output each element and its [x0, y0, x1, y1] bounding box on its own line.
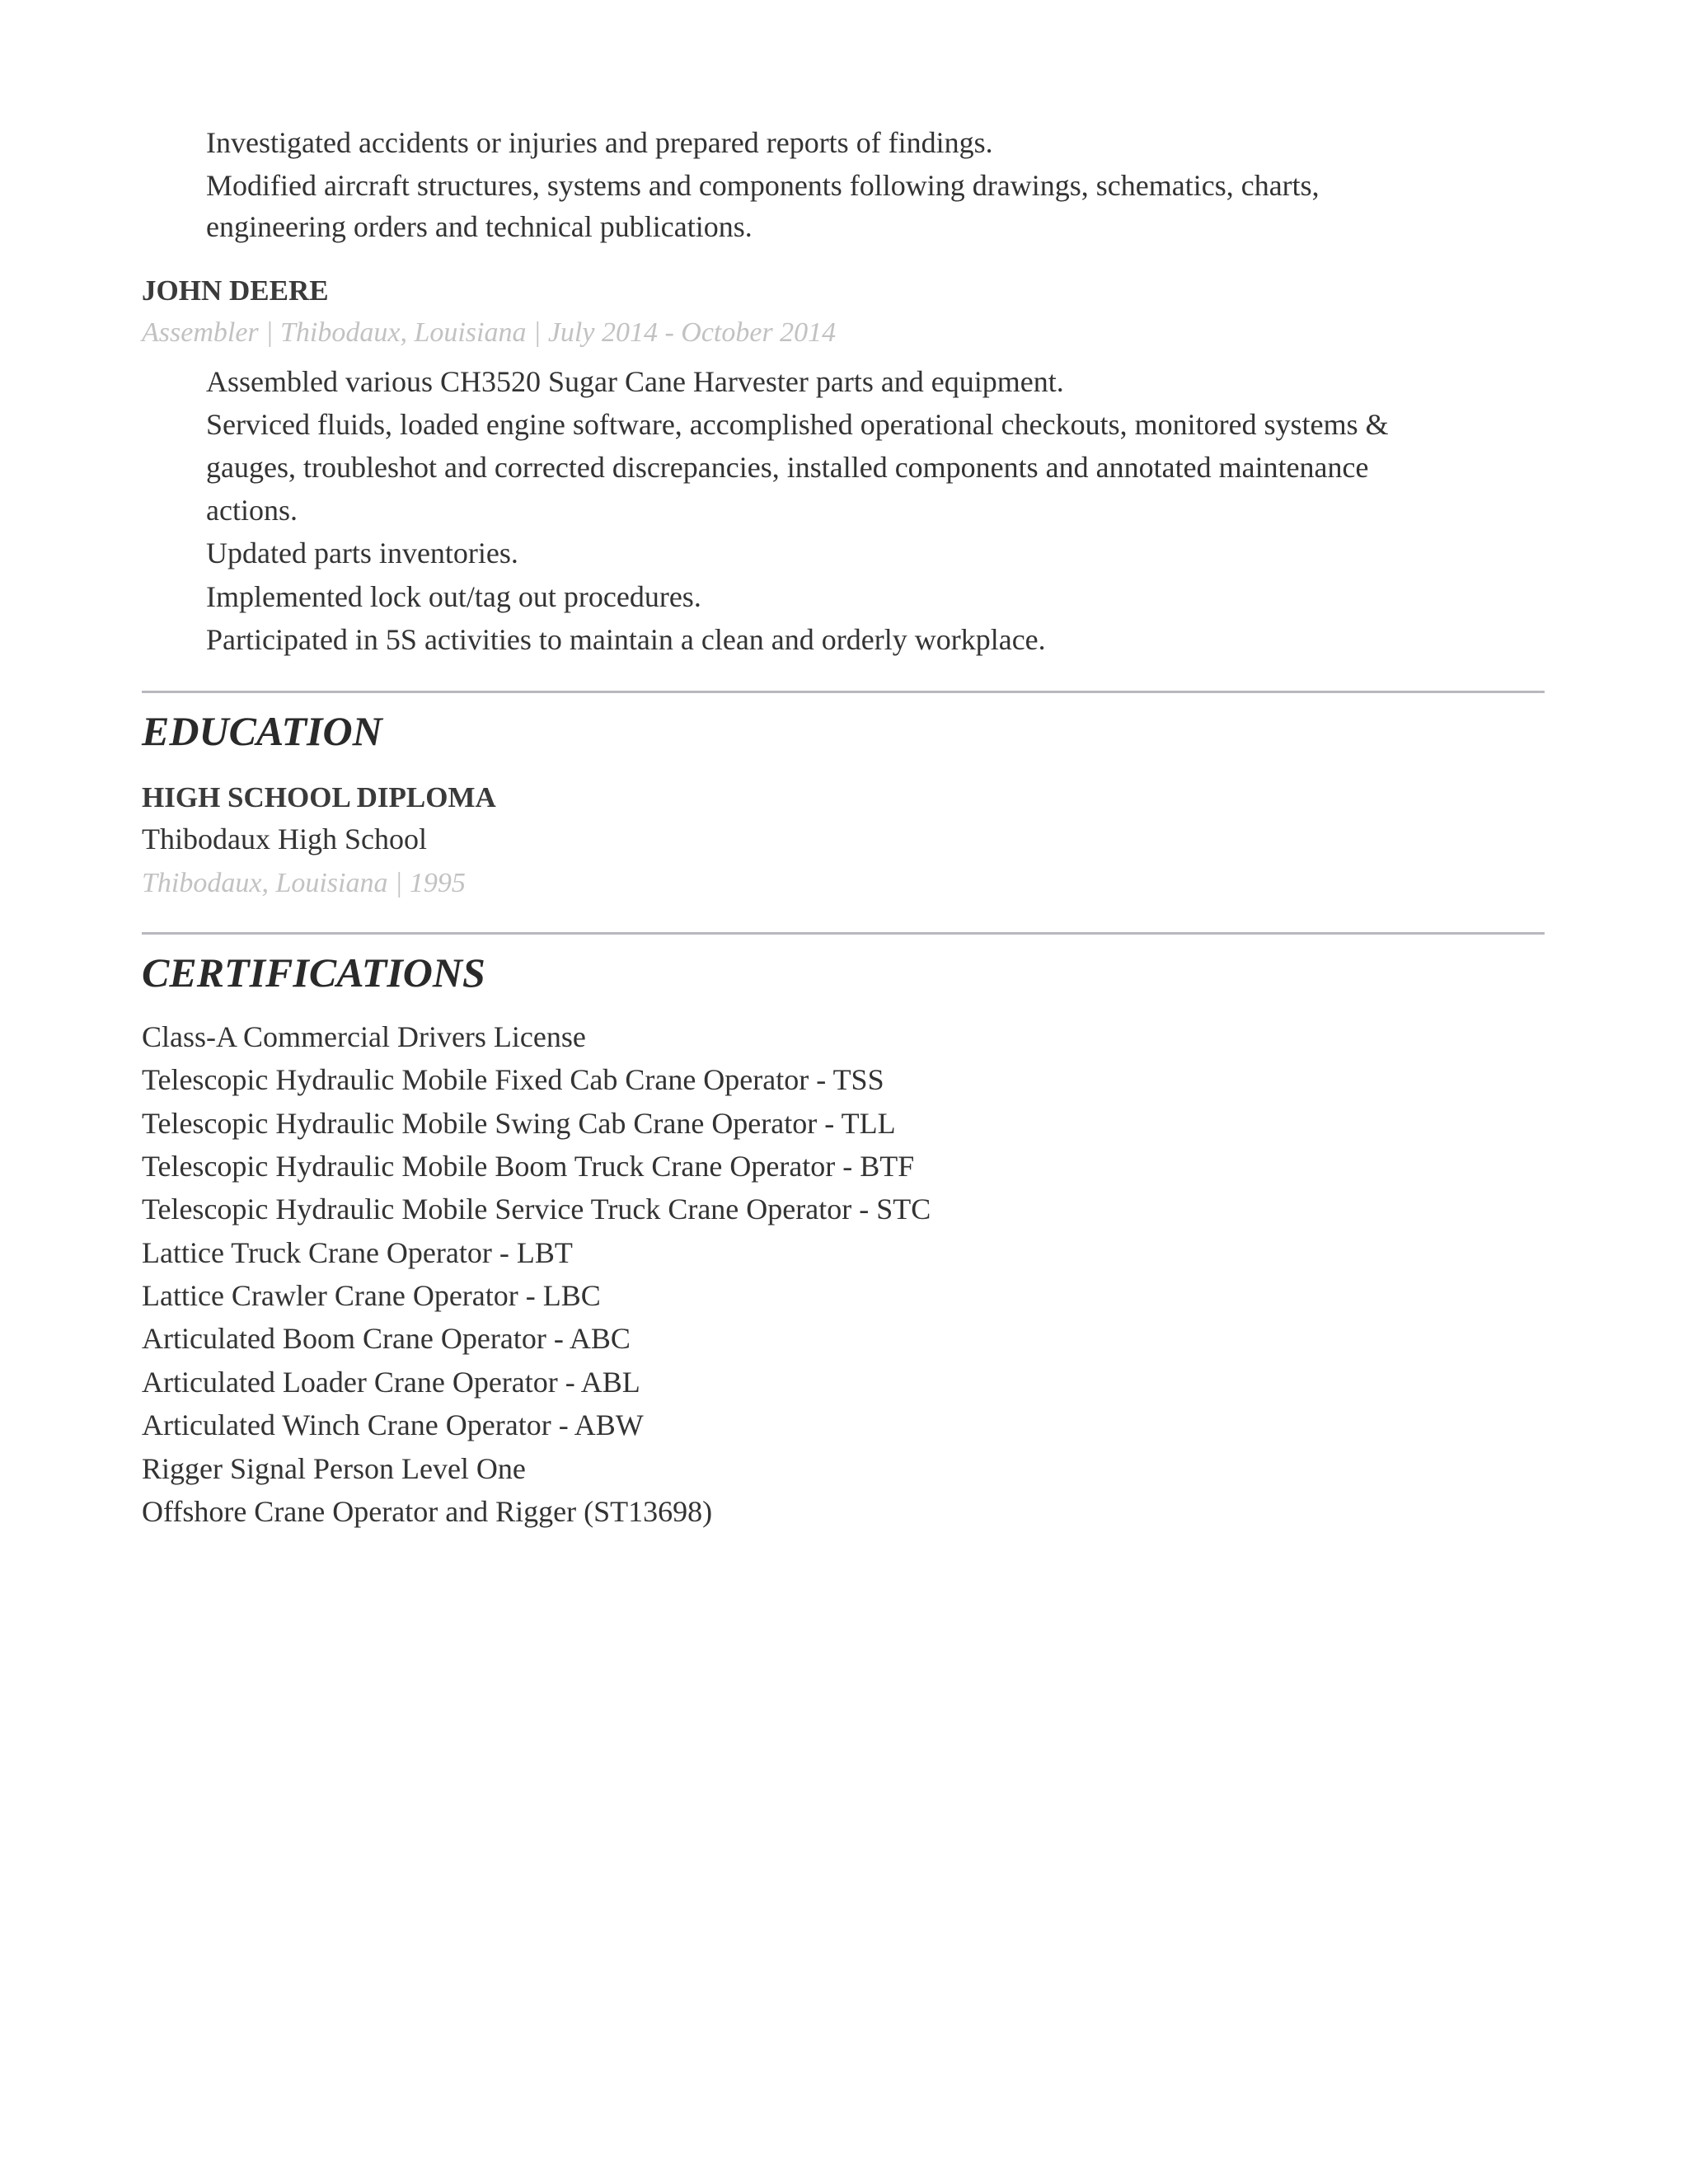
- certification-item: Offshore Crane Operator and Rigger (ST13698): [142, 1495, 713, 1528]
- certification-item: Articulated Winch Crane Operator - ABW: [142, 1408, 644, 1441]
- job-bullet: gauges, troubleshot and corrected discrepancies, installed components and annotated maintenance: [206, 451, 1369, 484]
- job-bullet: actions.: [206, 494, 298, 527]
- certification-item: Lattice Crawler Crane Operator - LBC: [142, 1279, 601, 1312]
- certification-item: Telescopic Hydraulic Mobile Swing Cab Crane Operator - TLL: [142, 1107, 896, 1140]
- job-bullet: Assembled various CH3520 Sugar Cane Harvester parts and equipment.: [206, 365, 1064, 398]
- experience-bullet: Modified aircraft structures, systems and components following drawings, schematics, charts,: [206, 169, 1320, 202]
- job-bullet: Serviced fluids, loaded engine software, accomplished operational checkouts, monitored systems &: [206, 408, 1389, 441]
- certification-item: Telescopic Hydraulic Mobile Boom Truck Crane Operator - BTF: [142, 1150, 915, 1183]
- degree-name: HIGH SCHOOL DIPLOMA: [142, 781, 496, 813]
- job-bullet: Implemented lock out/tag out procedures.: [206, 580, 701, 613]
- section-divider: [142, 691, 1545, 693]
- job-bullet: Updated parts inventories.: [206, 537, 518, 569]
- education-heading: EDUCATION: [142, 708, 382, 754]
- education-meta: Thibodaux, Louisiana | 1995: [142, 868, 466, 898]
- company-name: JOHN DEERE: [142, 274, 329, 307]
- experience-bullet: engineering orders and technical publications.: [206, 210, 753, 243]
- job-bullet: Participated in 5S activities to maintain a clean and orderly workplace.: [206, 623, 1046, 656]
- certification-item: Articulated Boom Crane Operator - ABC: [142, 1322, 631, 1355]
- section-divider: [142, 932, 1545, 935]
- job-meta: Assembler | Thibodaux, Louisiana | July 2014 - October 2014: [142, 317, 837, 348]
- certification-item: Class-A Commercial Drivers License: [142, 1020, 586, 1053]
- certifications-heading: CERTIFICATIONS: [142, 949, 485, 996]
- certification-item: Telescopic Hydraulic Mobile Service Truck Crane Operator - STC: [142, 1193, 931, 1226]
- certification-item: Lattice Truck Crane Operator - LBT: [142, 1236, 573, 1269]
- school-name: Thibodaux High School: [142, 823, 427, 855]
- certification-item: Telescopic Hydraulic Mobile Fixed Cab Crane Operator - TSS: [142, 1063, 884, 1096]
- certification-item: Articulated Loader Crane Operator - ABL: [142, 1366, 640, 1399]
- certification-item: Rigger Signal Person Level One: [142, 1452, 526, 1485]
- experience-bullet: Investigated accidents or injuries and prepared reports of findings.: [206, 126, 993, 159]
